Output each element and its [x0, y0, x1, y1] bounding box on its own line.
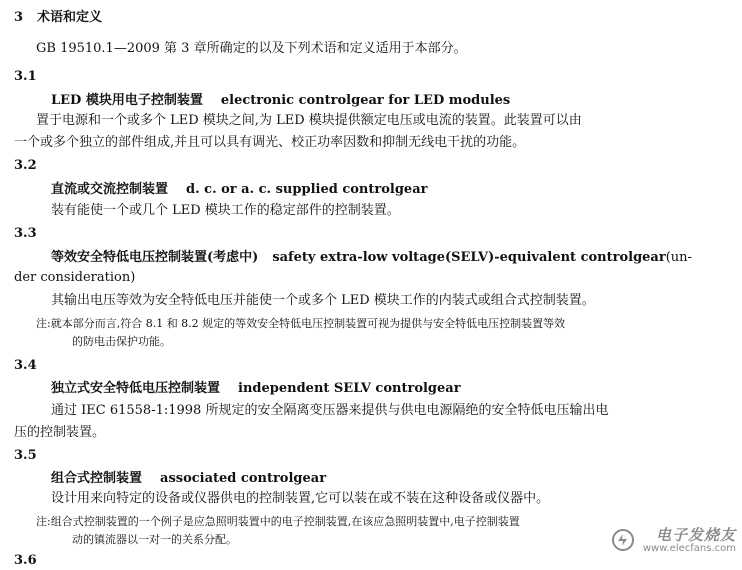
term-title [51, 249, 692, 267]
term-title-en: independent SELV controlgear [238, 381, 461, 396]
term-title [51, 92, 510, 110]
term-title-cn: LED 模块用电子控制装置 [51, 93, 203, 108]
section-heading [14, 9, 102, 27]
term-title-en: d. c. or a. c. supplied controlgear [186, 182, 428, 197]
term-title-en: safety extra-low voltage(SELV)-equivalent controlgear [272, 250, 666, 265]
site-watermark [611, 525, 736, 555]
section-title: 术语和定义 [37, 10, 103, 25]
term-title-cn: 独立式安全特低电压控制装置 [51, 381, 221, 396]
term-body-line: 置于电源和一个或多个 LED 模块之间,为 LED 模块提供额定电压或电流的装置。此装置可以由 [36, 113, 582, 128]
term-number: 3.5 [14, 448, 37, 463]
term-title-en: associated controlgear [160, 471, 327, 486]
elecfans-logo-icon [611, 528, 635, 555]
term-number: 3.4 [14, 358, 37, 373]
term-body-line: 压的控制装置。 [14, 425, 106, 440]
term-body-line: 通过 IEC 61558-1:1998 所规定的安全隔离变压器来提供与供电电源隔绝的安全特低电压输出电 [51, 403, 609, 418]
term-body-line: 设计用来向特定的设备或仪器供电的控制装置,它可以装在或不装在这种设备或仪器中。 [51, 491, 550, 506]
watermark-url: www.elecfans.com [642, 542, 736, 554]
watermark-name: 电子发烧友 [655, 525, 736, 544]
term-title [51, 470, 326, 488]
term-number-partial: 3.6 [14, 553, 37, 568]
term-title [51, 380, 461, 398]
term-title-continuation: der consideration) [14, 270, 136, 285]
term-number: 3.2 [14, 158, 37, 173]
term-title-cn: 直流或交流控制装置 [51, 182, 169, 197]
section-intro: GB 19510.1—2009 第 3 章所确定的以及下列术语和定义适用于本部分。 [36, 41, 467, 56]
term-note-line: 注:组合式控制装置的一个例子是应急照明装置中的电子控制装置,在该应急照明装置中,电子控制装置 [36, 515, 520, 528]
term-body-line: 其输出电压等效为安全特低电压并能使一个或多个 LED 模块工作的内装式或组合式控制装置。 [51, 293, 595, 308]
term-note-line: 动的镇流器以一对一的关系分配。 [72, 533, 237, 546]
section-number: 3 [14, 10, 24, 25]
term-number: 3.3 [14, 226, 37, 241]
term-note-line: 注:就本部分而言,符合 8.1 和 8.2 规定的等效安全特低电压控制装置可视为提供与安全特低电压控制装置等效 [36, 317, 566, 330]
term-body-line: 一个或多个独立的部件组成,并且可以具有调光、校正功率因数和抑制无线电干扰的功能。 [14, 135, 526, 150]
term-number: 3.1 [14, 69, 37, 84]
term-title-cn: 组合式控制装置 [51, 471, 143, 486]
term-title-en-tail: (un- [665, 250, 692, 265]
term-body-line: 装有能使一个或几个 LED 模块工作的稳定部件的控制装置。 [51, 203, 400, 218]
term-title-en: electronic controlgear for LED modules [220, 93, 511, 108]
term-note-line: 的防电击保护功能。 [72, 335, 171, 348]
term-title [51, 181, 427, 199]
term-title-cn: 等效安全特低电压控制装置(考虑中) [51, 250, 259, 265]
